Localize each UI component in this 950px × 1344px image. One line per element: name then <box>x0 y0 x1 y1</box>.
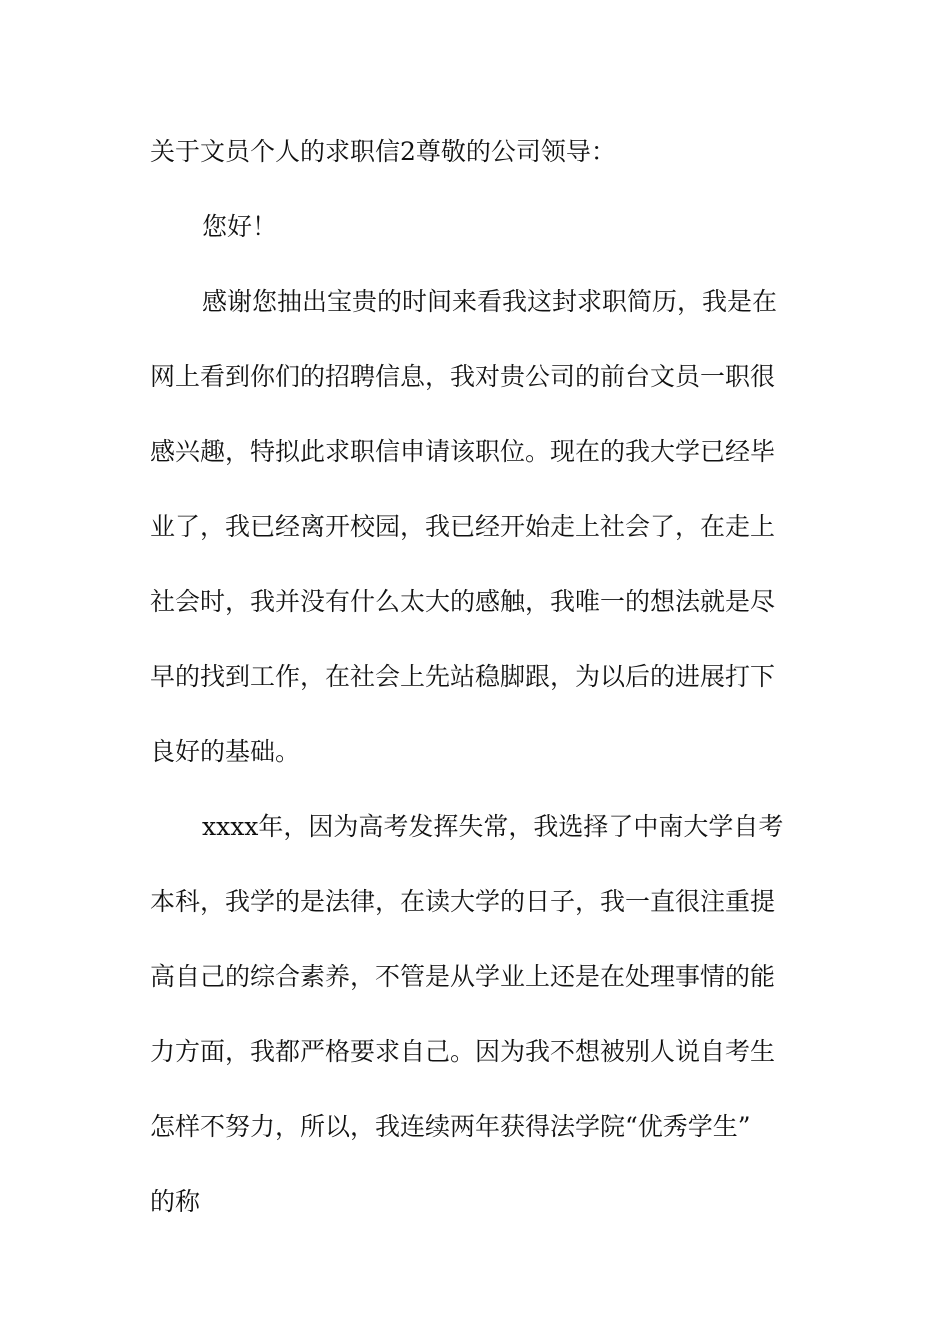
greeting-line: 您好！ <box>202 212 278 241</box>
paragraph-line: 的称 <box>150 1187 201 1216</box>
paragraph-line: 本科，我学的是法律，在读大学的日子，我一直很注重提 <box>150 887 776 916</box>
paragraph-line: 良好的基础。 <box>150 737 301 766</box>
paragraph-line: 力方面，我都严格要求自己。因为我不想被别人说自考生 <box>150 1037 776 1066</box>
title-line: 关于文员个人的求职信2尊敬的公司领导： <box>150 137 616 166</box>
paragraph-line: 业了，我已经离开校园，我已经开始走上社会了，在走上 <box>150 512 776 541</box>
paragraph-line: 社会时，我并没有什么太大的感触，我唯一的想法就是尽 <box>150 587 776 616</box>
paragraph-line: 感谢您抽出宝贵的时间来看我这封求职简历，我是在 <box>202 287 778 316</box>
paragraph-line: 感兴趣，特拟此求职信申请该职位。现在的我大学已经毕 <box>150 437 776 466</box>
paragraph-line: 早的找到工作，在社会上先站稳脚跟，为以后的进展打下 <box>150 662 776 691</box>
paragraph-line: xxxx年，因为高考发挥失常，我选择了中南大学自考 <box>202 812 784 841</box>
paragraph-line: 网上看到你们的招聘信息，我对贵公司的前台文员一职很 <box>150 362 776 391</box>
paragraph-line: 高自己的综合素养，不管是从学业上还是在处理事情的能 <box>150 962 776 991</box>
paragraph-line: 怎样不努力，所以，我连续两年获得法学院“优秀学生” <box>150 1112 751 1141</box>
